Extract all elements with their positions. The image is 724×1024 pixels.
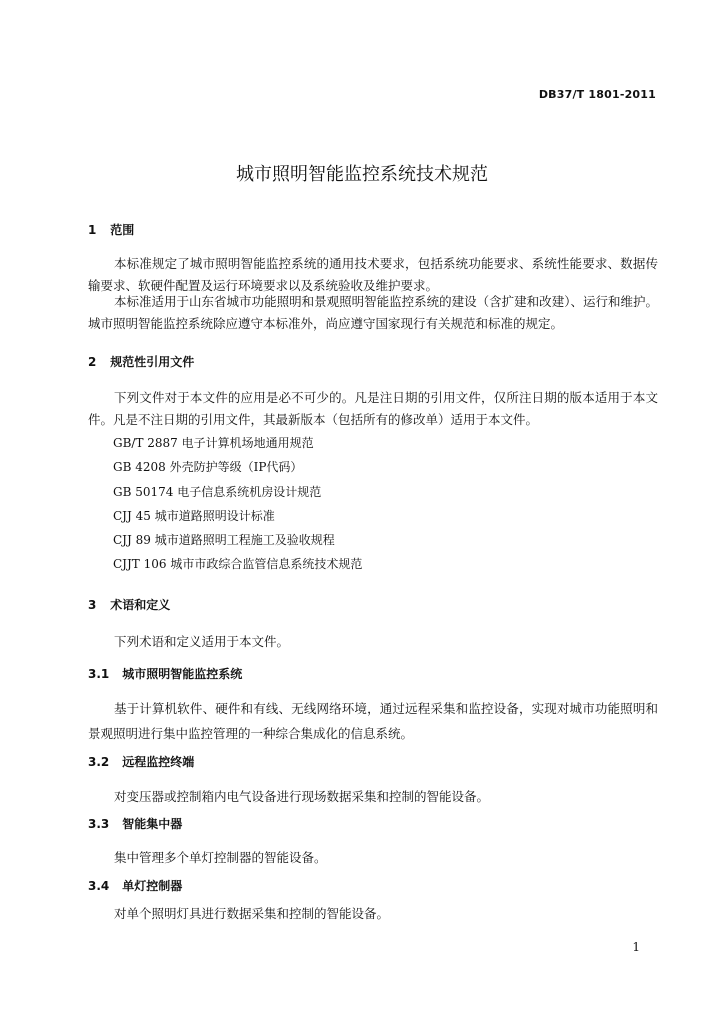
term-3-1-heading	[88, 665, 242, 682]
term-number: 3.3	[88, 817, 110, 831]
doc-number: DB37/T 1801-2011	[538, 88, 656, 101]
term-title: 单灯控制器	[122, 879, 183, 893]
term-title: 智能集中器	[122, 817, 183, 831]
section-1-paragraph-2: 本标准适用于山东省城市功能照明和景观照明智能监控系统的建设（含扩建和改建）、运行和维护。城市照明智能监控系统除应遵守本标准外，尚应遵守国家现行有关规范和标准的规定。	[88, 294, 658, 331]
section-number: 1	[88, 223, 97, 237]
section-2-heading	[88, 353, 194, 370]
reference-item: CJJ 45 城市道路照明设计标准	[113, 509, 275, 523]
term-number: 3.2	[88, 755, 110, 769]
reference-item: GB/T 2887 电子计算机场地通用规范	[113, 436, 314, 450]
term-3-4-definition: 对单个照明灯具进行数据采集和控制的智能设备。	[114, 906, 390, 921]
section-3-heading	[88, 596, 170, 613]
term-title: 远程监控终端	[122, 755, 195, 769]
section-2-paragraph-1: 下列文件对于本文件的应用是必不可少的。凡是注日期的引用文件，仅所注日期的版本适用于本文件。凡是不注日期的引用文件，其最新版本（包括所有的修改单）适用于本文件。	[88, 390, 658, 427]
term-3-3-heading	[88, 815, 182, 832]
term-3-1-definition: 基于计算机软件、硬件和有线、无线网络环境，通过远程采集和监控设备，实现对城市功能照明和景观照明进行集中监控管理的一种综合集成化的信息系统。	[88, 701, 658, 741]
document-title: 城市照明智能监控系统技术规范	[236, 164, 488, 185]
reference-item: CJJT 106 城市市政综合监管信息系统技术规范	[113, 557, 363, 571]
section-number: 2	[88, 355, 97, 369]
term-3-2-definition: 对变压器或控制箱内电气设备进行现场数据采集和控制的智能设备。	[114, 789, 490, 804]
term-number: 3.1	[88, 667, 110, 681]
section-number: 3	[88, 598, 97, 612]
section-1-heading	[88, 221, 134, 238]
reference-item: GB 4208 外壳防护等级（IP代码）	[113, 460, 303, 474]
term-number: 3.4	[88, 879, 110, 893]
term-title: 城市照明智能监控系统	[122, 667, 243, 681]
section-1-paragraph-1: 本标准规定了城市照明智能监控系统的通用技术要求，包括系统功能要求、系统性能要求、数据传输要求、软硬件配置及运行环境要求以及系统验收及维护要求。	[88, 256, 658, 293]
section-title: 术语和定义	[110, 598, 171, 612]
page-number: 1	[632, 940, 640, 954]
section-3-intro: 下列术语和定义适用于本文件。	[114, 634, 290, 649]
section-title: 规范性引用文件	[110, 355, 195, 369]
term-3-3-definition: 集中管理多个单灯控制器的智能设备。	[114, 850, 327, 865]
term-3-4-heading	[88, 877, 182, 894]
reference-item: GB 50174 电子信息系统机房设计规范	[113, 485, 322, 499]
term-3-2-heading	[88, 753, 194, 770]
section-title: 范围	[110, 223, 135, 237]
reference-item: CJJ 89 城市道路照明工程施工及验收规程	[113, 533, 335, 547]
